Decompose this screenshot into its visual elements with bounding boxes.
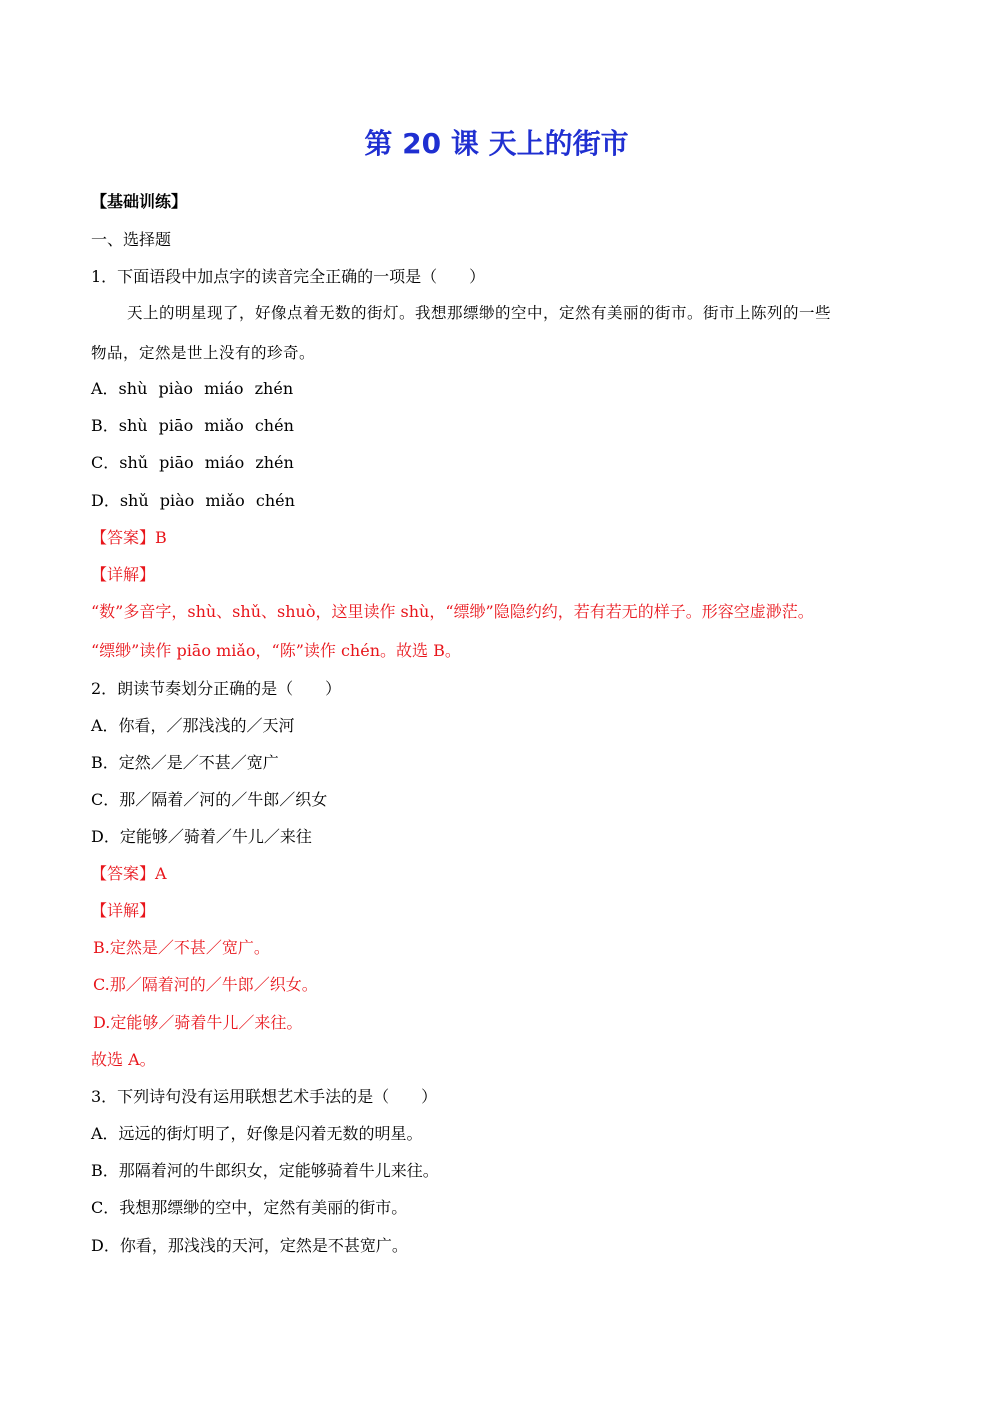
section-heading: 【基础训练】 xyxy=(91,192,188,211)
question-1-option-a: A．shù piào miáo zhén xyxy=(91,379,294,398)
question-1-detail-label: 【详解】 xyxy=(91,565,156,584)
question-3-option-c: C．我想那缥缈的空中，定然有美丽的街市。 xyxy=(91,1198,408,1217)
question-1-option-d: D．shǔ piào miǎo chén xyxy=(91,491,295,510)
question-2-option-d: D．定能够／骑着／牛儿／来往 xyxy=(91,827,312,846)
question-2-option-a: A．你看，／那浅浅的／天河 xyxy=(91,716,295,735)
question-1-option-c: C．shǔ piāo miáo zhén xyxy=(91,453,294,472)
question-3-option-a: A．远远的街灯明了，好像是闪着无数的明星。 xyxy=(91,1124,423,1143)
question-1-detail-line-1: “数”多音字，shù、shǔ、shuò，这里读作 shù，“缥缈”隐隐约约，若有若无的样子。形容空虚渺茫。 xyxy=(91,602,814,621)
question-1-passage-line-2: 物品，定然是世上没有的珍奇。 xyxy=(91,344,316,362)
question-2-option-c: C．那／隔着／河的／牛郎／织女 xyxy=(91,790,328,809)
question-3-stem: 3．下列诗句没有运用联想艺术手法的是（ ） xyxy=(91,1087,438,1106)
question-2-answer: 【答案】A xyxy=(91,864,167,883)
question-2-conclusion: 故选 A。 xyxy=(91,1050,156,1069)
question-2-detail-line-3: D.定能够／骑着牛儿／来往。 xyxy=(93,1013,303,1032)
question-2-detail-line-1: B.定然是／不甚／宽广。 xyxy=(93,938,270,957)
question-2-detail-label: 【详解】 xyxy=(91,901,156,920)
question-3-option-b: B．那隔着河的牛郎织女，定能够骑着牛儿来往。 xyxy=(91,1161,439,1180)
part-heading: 一、选择题 xyxy=(91,230,172,249)
question-1-option-b: B．shù piāo miǎo chén xyxy=(91,416,294,435)
question-1-passage-line-1: 天上的明星现了，好像点着无数的街灯。我想那缥缈的空中，定然有美丽的街市。街市上陈列的一些 xyxy=(127,304,832,322)
question-2-option-b: B．定然／是／不甚／宽广 xyxy=(91,753,279,772)
page-title: 第 20 课 天上的街市 xyxy=(364,127,629,160)
question-1-stem: 1．下面语段中加点字的读音完全正确的一项是（ ） xyxy=(91,267,486,286)
question-1-answer: 【答案】B xyxy=(91,528,167,547)
question-3-option-d: D．你看，那浅浅的天河，定然是不甚宽广。 xyxy=(91,1236,408,1255)
question-1-detail-line-2: “缥缈”读作 piāo miǎo，“陈”读作 chén。故选 B。 xyxy=(91,641,461,660)
question-2-detail-line-2: C.那／隔着河的／牛郎／织女。 xyxy=(93,975,318,994)
question-2-stem: 2．朗读节奏划分正确的是（ ） xyxy=(91,679,342,698)
